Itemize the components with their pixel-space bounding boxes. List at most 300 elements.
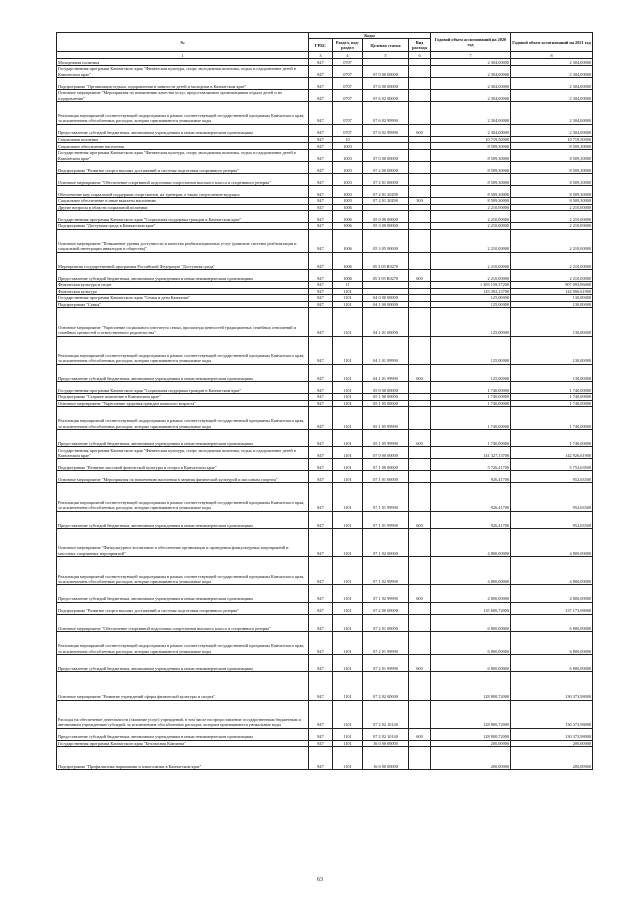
row-expense: [409, 281, 431, 288]
row-name: Молодежная политика: [57, 59, 309, 66]
table-row: [57, 173, 593, 185]
row-sum-2020: 10 719,50000: [431, 136, 511, 143]
table-row: [57, 149, 593, 161]
row-grbs: 847: [309, 173, 333, 185]
table-row: [57, 430, 593, 447]
row-sum-2021: 2 304,00000: [511, 66, 593, 78]
row-grbs: 847: [309, 223, 333, 230]
row-section: 1003: [333, 149, 363, 161]
row-grbs: 847: [309, 614, 333, 631]
table-row: [57, 288, 593, 295]
row-sum-2020: 1 740,00000: [431, 394, 511, 401]
row-section: 1101: [333, 672, 363, 700]
row-target: 05 3 00 00000: [363, 223, 409, 230]
row-grbs: 847: [309, 269, 333, 281]
row-target: 05 1 00 00000: [363, 394, 409, 401]
row-expense: [409, 59, 431, 66]
row-grbs: 847: [309, 747, 333, 770]
row-sum-2020: 8 509,30000: [431, 143, 511, 150]
row-grbs: 847: [309, 301, 333, 308]
row-name: Предоставление субсидий бюджетным, автономным учреждениям и иным некоммерческим организациям: [57, 430, 309, 447]
header-number: 1: [57, 52, 309, 59]
row-grbs: 847: [309, 557, 333, 585]
row-grbs: 847: [309, 400, 333, 407]
row-sum-2021: 2 304,00000: [511, 102, 593, 125]
table-row: [57, 211, 593, 223]
row-target: [363, 143, 409, 150]
row-name: Государственная программа Камчатского края "Социальная поддержка граждан в Камчатском крае": [57, 382, 309, 394]
row-section: 1101: [333, 632, 363, 655]
table-row: [57, 728, 593, 740]
row-name: Обеспечение мер социальной поддержки спортсменов, их тренеров, а также спортсменов-ведущих: [57, 185, 309, 197]
row-sum-2021: 130,00000: [511, 301, 593, 308]
row-sum-2020: 141 327,13700: [431, 447, 511, 459]
header-sum-2021: Годовой объем ассигнований на 2021 год: [511, 33, 593, 52]
row-target: 07 2 02 10140: [363, 728, 409, 740]
row-sum-2021: 952,63500: [511, 471, 593, 483]
row-section: 1003: [333, 197, 363, 204]
row-expense: [409, 529, 431, 557]
row-sum-2020: 200,00000: [431, 747, 511, 770]
row-target: 07 2 01 00000: [363, 173, 409, 185]
table-row: [57, 161, 593, 173]
row-sum-2020: 1 740,00000: [431, 382, 511, 394]
row-grbs: 847: [309, 511, 333, 528]
row-sum-2021: 2 210,00000: [511, 269, 593, 281]
table-row: [57, 269, 593, 281]
row-target: [363, 136, 409, 143]
budget-table: [56, 32, 593, 770]
row-target: 07 2 01 20290: [363, 197, 409, 204]
row-expense: 600: [409, 124, 431, 136]
row-grbs: 847: [309, 308, 333, 336]
row-sum-2020: 2 304,00000: [431, 90, 511, 102]
row-sum-2020: 926,41700: [431, 471, 511, 483]
row-expense: [409, 204, 431, 211]
row-target: [363, 59, 409, 66]
row-sum-2020: 125,00000: [431, 301, 511, 308]
header-target: Целевая статья: [363, 39, 409, 52]
row-expense: [409, 400, 431, 407]
row-expense: [409, 295, 431, 302]
row-section: 0707: [333, 66, 363, 78]
row-expense: [409, 161, 431, 173]
row-grbs: 847: [309, 143, 333, 150]
row-section: 1101: [333, 471, 363, 483]
row-target: 07 0 00 00000: [363, 149, 409, 161]
table-row: [57, 655, 593, 672]
row-sum-2021: 2 210,00000: [511, 229, 593, 252]
row-name: Физическая культура: [57, 288, 309, 295]
table-row: [57, 511, 593, 528]
row-name: Государственная программа Камчатского края "Физическая культура, спорт, молодежная политика, отдых и оздоровление детей в Камчатском крае": [57, 66, 309, 78]
row-sum-2020: 2 210,00000: [431, 211, 511, 223]
row-name: Предоставление субсидий бюджетным, автономным учреждениям и иным некоммерческим организациям: [57, 585, 309, 602]
row-sum-2020: 8 509,30000: [431, 197, 511, 204]
row-target: 07 1 02 99990: [363, 585, 409, 602]
row-name: Государственная программа Камчатского края "Безопасная Камчатка": [57, 740, 309, 747]
row-target: 07 2 01 99990: [363, 655, 409, 672]
row-name: Государственная программа Камчатского края "Социальная поддержка граждан в Камчатском крае": [57, 211, 309, 223]
row-target: 07 0 00 00000: [363, 447, 409, 459]
row-expense: [409, 90, 431, 102]
row-expense: 600: [409, 585, 431, 602]
row-expense: 600: [409, 655, 431, 672]
row-expense: [409, 747, 431, 770]
row-expense: [409, 308, 431, 336]
row-sum-2021: 130 373,98000: [511, 728, 593, 740]
row-name: Основное мероприятие "Мероприятия по вовлечению населения в занятия физической культурой и массовым спортом": [57, 471, 309, 483]
row-expense: [409, 459, 431, 471]
row-name: Расходы на обеспечение деятельности (оказание услуг) учреждений, в том числе на предоставление государственным бюджетным и автономным учреждениям субсидий, за исключением обособленных расходов, которым присваиваются уникальные коды: [57, 700, 309, 728]
row-sum-2020: 125,00000: [431, 295, 511, 302]
row-section: 1101: [333, 700, 363, 728]
row-sum-2021: 130,00000: [511, 308, 593, 336]
row-sum-2021: 2 304,00000: [511, 124, 593, 136]
row-target: 07 1 01 99990: [363, 483, 409, 511]
row-target: 04 1 00 00000: [363, 301, 409, 308]
row-sum-2020: 4 800,00000: [431, 529, 511, 557]
row-expense: [409, 66, 431, 78]
row-target: [363, 204, 409, 211]
row-sum-2021: 4 800,00000: [511, 585, 593, 602]
table-row: [57, 90, 593, 102]
row-grbs: 847: [309, 252, 333, 269]
row-sum-2020: 926,41700: [431, 483, 511, 511]
row-section: 0707: [333, 90, 363, 102]
row-grbs: 847: [309, 394, 333, 401]
row-grbs: 847: [309, 295, 333, 302]
row-target: 07 1 01 00000: [363, 471, 409, 483]
row-section: 11: [333, 281, 363, 288]
row-sum-2020: 143 392,13700: [431, 288, 511, 295]
row-sum-2020: 5 726,41700: [431, 459, 511, 471]
header-section: Раздел, под-раздел: [333, 39, 363, 52]
row-name: Подпрограмма "Развитие массовой физической культуры и спорта в Камчатском крае": [57, 459, 309, 471]
row-section: 1003: [333, 173, 363, 185]
row-sum-2021: 1 740,00000: [511, 430, 593, 447]
row-name: Физическая культура и спорт: [57, 281, 309, 288]
row-sum-2021: 1 740,00000: [511, 382, 593, 394]
row-expense: [409, 173, 431, 185]
row-grbs: 847: [309, 204, 333, 211]
row-grbs: 847: [309, 124, 333, 136]
row-grbs: 847: [309, 136, 333, 143]
row-section: 1006: [333, 269, 363, 281]
row-sum-2021: 907 093,96000: [511, 281, 593, 288]
row-expense: [409, 136, 431, 143]
table-row: [57, 747, 593, 770]
table-row: [57, 407, 593, 430]
row-section: 1101: [333, 557, 363, 585]
row-section: 1003: [333, 185, 363, 197]
row-sum-2021: 6 800,00000: [511, 614, 593, 631]
row-section: 1101: [333, 407, 363, 430]
row-name: Социальное обеспечение населения: [57, 143, 309, 150]
row-sum-2020: 8 509,30000: [431, 185, 511, 197]
row-sum-2020: 125,00000: [431, 364, 511, 381]
row-section: 1101: [333, 740, 363, 747]
row-section: 1006: [333, 229, 363, 252]
row-sum-2021: 8 509,30000: [511, 185, 593, 197]
row-grbs: 847: [309, 728, 333, 740]
row-expense: [409, 252, 431, 269]
row-sum-2021: 130 373,98000: [511, 672, 593, 700]
row-section: 1101: [333, 602, 363, 614]
row-target: 07 2 00 00000: [363, 161, 409, 173]
row-target: 07 2 01 99990: [363, 632, 409, 655]
row-sum-2021: 8 509,30000: [511, 173, 593, 185]
row-sum-2021: 200,00000: [511, 740, 593, 747]
row-sum-2020: 8 509,30000: [431, 173, 511, 185]
row-expense: [409, 382, 431, 394]
row-name: Реализация мероприятий соответствующей подпрограммы в рамках соответствующей государственной программы Камчатского края, за исключением обособленных расходов, которые присваиваются уникальные коды: [57, 632, 309, 655]
table-row: [57, 301, 593, 308]
row-sum-2020: 200,00000: [431, 740, 511, 747]
header-sum-2020: Годовой объем ассигнований на 2020 год: [431, 33, 511, 52]
row-sum-2020: 1 740,00000: [431, 430, 511, 447]
row-grbs: 847: [309, 672, 333, 700]
row-target: 05 3 05 R0270: [363, 252, 409, 269]
row-section: 1006: [333, 211, 363, 223]
row-expense: [409, 229, 431, 252]
table-row: [57, 185, 593, 197]
row-name: Предоставление субсидий бюджетным, автономным учреждениям и иным некоммерческим организациям: [57, 728, 309, 740]
row-sum-2021: 8 509,30000: [511, 143, 593, 150]
row-grbs: 847: [309, 471, 333, 483]
header-number: 4: [333, 52, 363, 59]
row-sum-2020: 135 600,72000: [431, 602, 511, 614]
row-sum-2021: 130,00000: [511, 295, 593, 302]
row-sum-2021: 130,00000: [511, 364, 593, 381]
row-grbs: 847: [309, 211, 333, 223]
row-section: 1101: [333, 511, 363, 528]
row-sum-2021: 144 996,61900: [511, 288, 593, 295]
row-expense: [409, 223, 431, 230]
row-sum-2020: 6 800,00000: [431, 614, 511, 631]
row-sum-2021: 1 740,00000: [511, 407, 593, 430]
row-sum-2020: 125,00000: [431, 308, 511, 336]
row-sum-2020: 128 800,72000: [431, 672, 511, 700]
table-row: [57, 471, 593, 483]
row-section: 1101: [333, 483, 363, 511]
row-expense: [409, 602, 431, 614]
table-row: [57, 557, 593, 585]
row-sum-2020: 6 800,00000: [431, 655, 511, 672]
row-section: 1101: [333, 430, 363, 447]
row-grbs: 847: [309, 149, 333, 161]
table-row: [57, 632, 593, 655]
row-expense: [409, 336, 431, 364]
row-sum-2021: 6 800,00000: [511, 632, 593, 655]
row-name: Социальная политика: [57, 136, 309, 143]
row-grbs: 847: [309, 655, 333, 672]
row-target: 04 0 00 00000: [363, 295, 409, 302]
row-expense: [409, 632, 431, 655]
row-section: 1101: [333, 336, 363, 364]
row-grbs: 847: [309, 632, 333, 655]
table-row: [57, 281, 593, 288]
row-sum-2021: 8 509,30000: [511, 161, 593, 173]
row-section: 1101: [333, 364, 363, 381]
row-expense: 600: [409, 364, 431, 381]
row-grbs: 847: [309, 382, 333, 394]
row-sum-2021: 2 210,00000: [511, 252, 593, 269]
row-name: Основное мероприятие "Развитие учреждений сферы физической культуры и спорта": [57, 672, 309, 700]
row-name: Подпрограмма "Семья": [57, 301, 309, 308]
table-body: [57, 59, 593, 770]
table-row: [57, 59, 593, 66]
row-sum-2021: 10 719,50000: [511, 136, 593, 143]
row-section: 1101: [333, 301, 363, 308]
row-target: 07 1 02 00000: [363, 529, 409, 557]
row-target: 07 1 00 00000: [363, 459, 409, 471]
row-section: 1003: [333, 143, 363, 150]
row-sum-2020: 926,41700: [431, 511, 511, 528]
header-codes-group: Коды: [309, 33, 431, 39]
budget-table-page: [56, 32, 592, 770]
table-row: [57, 672, 593, 700]
row-sum-2020: 1 383 159,57200: [431, 281, 511, 288]
row-expense: [409, 471, 431, 483]
row-sum-2021: 142 926,61900: [511, 447, 593, 459]
row-section: 1101: [333, 288, 363, 295]
row-section: 1101: [333, 459, 363, 471]
table-row: [57, 66, 593, 78]
row-expense: [409, 447, 431, 459]
row-sum-2020: 2 210,00000: [431, 252, 511, 269]
header-number: 7: [431, 52, 511, 59]
row-name: Основное мероприятие "Обеспечение спортивной подготовки спортсменов высокого класса и спортивного резерва": [57, 614, 309, 631]
table-row: [57, 602, 593, 614]
row-target: 05 0 00 00000: [363, 211, 409, 223]
row-sum-2021: 952,63500: [511, 511, 593, 528]
row-grbs: 847: [309, 430, 333, 447]
row-target: 05 1 05 99990: [363, 407, 409, 430]
row-name: Реализация мероприятий соответствующей подпрограммы в рамках соответствующей государственной программы Камчатского края, за исключением обособленных расходов, которые присваиваются уникальные коды: [57, 557, 309, 585]
row-sum-2021: 4 800,00000: [511, 529, 593, 557]
row-sum-2021: 130,00000: [511, 336, 593, 364]
row-section: 10: [333, 136, 363, 143]
table-row: [57, 394, 593, 401]
table-row: [57, 78, 593, 90]
row-grbs: 847: [309, 700, 333, 728]
row-name: Государственная программа Камчатского края "Физическая культура, спорт, молодежная политика, отдых и оздоровление детей в Камчатском крае": [57, 447, 309, 459]
row-expense: [409, 700, 431, 728]
row-name: Реализация мероприятий соответствующей подпрограммы в рамках соответствующей государственной программы Камчатского края, за исключением обособленных расходов, которые присваиваются уникальные коды: [57, 483, 309, 511]
row-expense: [409, 149, 431, 161]
table-row: [57, 382, 593, 394]
row-sum-2021: 5 752,63500: [511, 459, 593, 471]
row-grbs: 847: [309, 185, 333, 197]
row-section: 0707: [333, 102, 363, 125]
row-name: Основное мероприятие "Укрепление здоровья граждан пожилого возраста": [57, 400, 309, 407]
row-sum-2020: 2 304,00000: [431, 59, 511, 66]
row-name: Реализация мероприятий соответствующей подпрограммы в рамках соответствующей государственной программы Камчатского края, за исключением обособленных расходов, которые присваиваются уникальные коды: [57, 407, 309, 430]
table-row: [57, 143, 593, 150]
header-grbs: ГРБС: [309, 39, 333, 52]
table-row: [57, 223, 593, 230]
row-expense: [409, 407, 431, 430]
row-grbs: 847: [309, 336, 333, 364]
row-target: 07 6 02 99990: [363, 124, 409, 136]
row-name: Предоставление субсидий бюджетным, автономным учреждениям и иным некоммерческим организациям: [57, 124, 309, 136]
row-name: Основное мероприятие "Укрепление социального института семьи, пропаганда ценностей традиционных семейных отношений и семейных ценностей и ответственного родительства": [57, 308, 309, 336]
row-target: 05 3 05 00000: [363, 229, 409, 252]
row-sum-2021: 1 740,00000: [511, 400, 593, 407]
table-row: [57, 295, 593, 302]
row-section: 1101: [333, 295, 363, 302]
row-name: Предоставление субсидий бюджетным, автономным учреждениям и иным некоммерческим организациям: [57, 655, 309, 672]
row-name: Подпрограмма "Профилактика наркомании и алкоголизма в Камчатском крае": [57, 747, 309, 770]
row-name: Реализация мероприятий соответствующей подпрограммы в рамках соответствующей государственной программы Камчатского края, за исключением обособленных расходов, которые присваиваются уникальные коды: [57, 102, 309, 125]
row-expense: [409, 288, 431, 295]
table-row: [57, 483, 593, 511]
row-sum-2020: 2 304,00000: [431, 124, 511, 136]
row-section: 1101: [333, 529, 363, 557]
row-sum-2020: 125,00000: [431, 336, 511, 364]
row-name: Предоставление субсидий бюджетным, автономным учреждениям и иным некоммерческим организациям: [57, 511, 309, 528]
row-sum-2021: 2 304,00000: [511, 90, 593, 102]
row-sum-2020: 1 740,00000: [431, 400, 511, 407]
row-sum-2020: 2 210,00000: [431, 204, 511, 211]
row-expense: [409, 211, 431, 223]
row-target: 07 2 01 00000: [363, 614, 409, 631]
row-section: 1101: [333, 447, 363, 459]
row-sum-2020: 8 509,30000: [431, 149, 511, 161]
header-name: №: [57, 33, 309, 52]
row-section: 1101: [333, 400, 363, 407]
row-grbs: 847: [309, 78, 333, 90]
row-expense: [409, 301, 431, 308]
row-section: 0707: [333, 78, 363, 90]
row-target: 07 6 02 99990: [363, 102, 409, 125]
row-section: 1101: [333, 394, 363, 401]
row-target: 16 0 00 00000: [363, 740, 409, 747]
row-expense: 600: [409, 269, 431, 281]
row-target: [363, 281, 409, 288]
row-section: 1101: [333, 747, 363, 770]
header-expense: Вид расхода: [409, 39, 431, 52]
table-row: [57, 614, 593, 631]
row-section: 0707: [333, 124, 363, 136]
page-number: 63: [317, 877, 323, 883]
row-grbs: 847: [309, 740, 333, 747]
row-name: Подпрограмма "Организация отдыха, оздоровления и занятости детей и молодежи в Камчатском крае": [57, 78, 309, 90]
row-name: Реализация мероприятий соответствующей подпрограммы в рамках соответствующей государственной программы Камчатского края, за исключением обособленных расходов, которые присваиваются уникальные коды: [57, 336, 309, 364]
row-sum-2020: 2 210,00000: [431, 269, 511, 281]
row-target: 05 0 00 00000: [363, 382, 409, 394]
row-name: Государственная программа Камчатского края "Семья и дети Камчатки": [57, 295, 309, 302]
table-row: [57, 197, 593, 204]
row-sum-2020: 1 740,00000: [431, 407, 511, 430]
row-target: 07 2 01 20290: [363, 185, 409, 197]
row-expense: [409, 78, 431, 90]
row-expense: [409, 143, 431, 150]
table-row: [57, 700, 593, 728]
row-expense: [409, 672, 431, 700]
row-expense: 300: [409, 197, 431, 204]
table-row: [57, 124, 593, 136]
row-sum-2020: 128 800,72000: [431, 700, 511, 728]
row-sum-2021: 6 800,00000: [511, 655, 593, 672]
table-row: [57, 459, 593, 471]
row-target: 07 6 00 00000: [363, 78, 409, 90]
row-section: 1006: [333, 204, 363, 211]
row-name: Государственная программа Камчатского края "Физическая культура, спорт, молодежная политика, отдых и оздоровление детей в Камчатском крае": [57, 149, 309, 161]
row-target: 05 1 05 99990: [363, 430, 409, 447]
row-sum-2021: 8 509,30000: [511, 149, 593, 161]
